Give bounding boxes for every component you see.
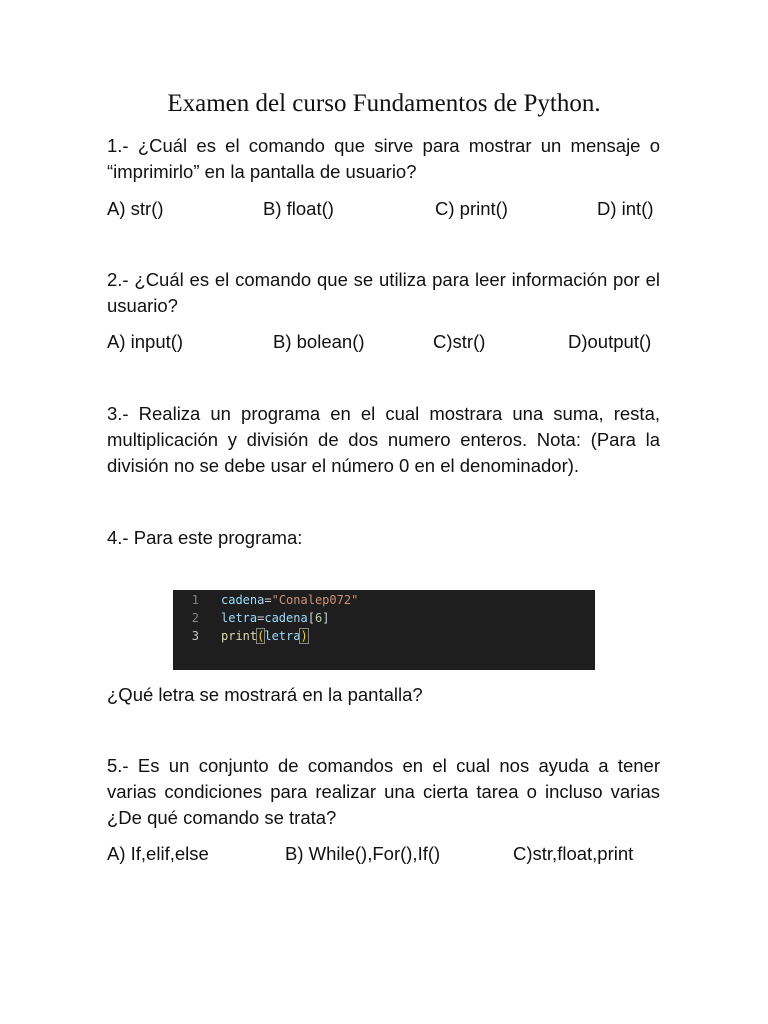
code-line-2 xyxy=(173,609,595,627)
question-1-option-d: D) int() xyxy=(597,198,654,219)
text-cursor xyxy=(308,630,309,644)
question-4-prompt: ¿Qué letra se mostrará en la pantalla? xyxy=(107,684,423,705)
code-line-1 xyxy=(173,591,595,609)
code-function: print xyxy=(221,629,258,643)
code-number: 6 xyxy=(314,611,323,625)
code-bracket: ( xyxy=(257,629,265,643)
code-snippet xyxy=(173,590,595,670)
code-bracket: [ xyxy=(307,611,315,625)
question-2-option-d: D)output() xyxy=(568,331,652,352)
question-2-option-b: B) bolean() xyxy=(273,331,365,352)
code-bracket: ) xyxy=(300,629,308,643)
question-1-option-b: B) float() xyxy=(263,198,334,219)
question-3-text: 3.- Realiza un programa en el cual mostrara una suma, resta, multiplicación y división de dos numero enteros. Nota: (Para la división no se debe usar el número 0 en el denominador). xyxy=(107,403,660,476)
question-5-option-b: B) While(),For(),If() xyxy=(285,843,441,864)
question-1-text: 1.- ¿Cuál es el comando que sirve para mostrar un mensaje o “imprimirlo” en la pantalla de usuario? xyxy=(107,135,660,182)
code-text xyxy=(221,591,358,609)
question-2-option-c: C)str() xyxy=(433,331,486,352)
code-variable: cadena xyxy=(264,611,308,625)
line-number: 1 xyxy=(191,593,199,607)
line-number: 3 xyxy=(191,629,199,643)
code-bracket: ] xyxy=(322,611,330,625)
code-line-3 xyxy=(173,627,595,645)
question-2-text: 2.- ¿Cuál es el comando que se utiliza para leer información por el usuario? xyxy=(107,269,660,316)
code-operator: = xyxy=(264,593,272,607)
question-4-text: 4.- Para este programa: xyxy=(107,527,303,548)
code-operator: = xyxy=(257,611,265,625)
question-1-option-c: C) print() xyxy=(435,198,508,219)
code-variable: letra xyxy=(221,611,258,625)
code-variable: cadena xyxy=(221,593,265,607)
question-2-option-a: A) input() xyxy=(107,331,184,352)
line-number: 2 xyxy=(191,611,199,625)
exam-title: Examen del curso Fundamentos de Python. xyxy=(167,90,601,117)
code-string: "Conalep072" xyxy=(271,593,359,607)
code-variable: letra xyxy=(264,629,301,643)
question-5-option-c: C)str,float,print xyxy=(513,843,634,864)
code-text xyxy=(221,609,329,627)
question-1-option-a: A) str() xyxy=(107,198,164,219)
question-5-option-a: A) If,elif,else xyxy=(107,843,209,864)
question-5-text: 5.- Es un conjunto de comandos en el cual nos ayuda a tener varias condiciones para realizar una cierta tarea o incluso varias ¿De qué comando se trata? xyxy=(107,755,660,828)
code-text xyxy=(221,627,309,645)
